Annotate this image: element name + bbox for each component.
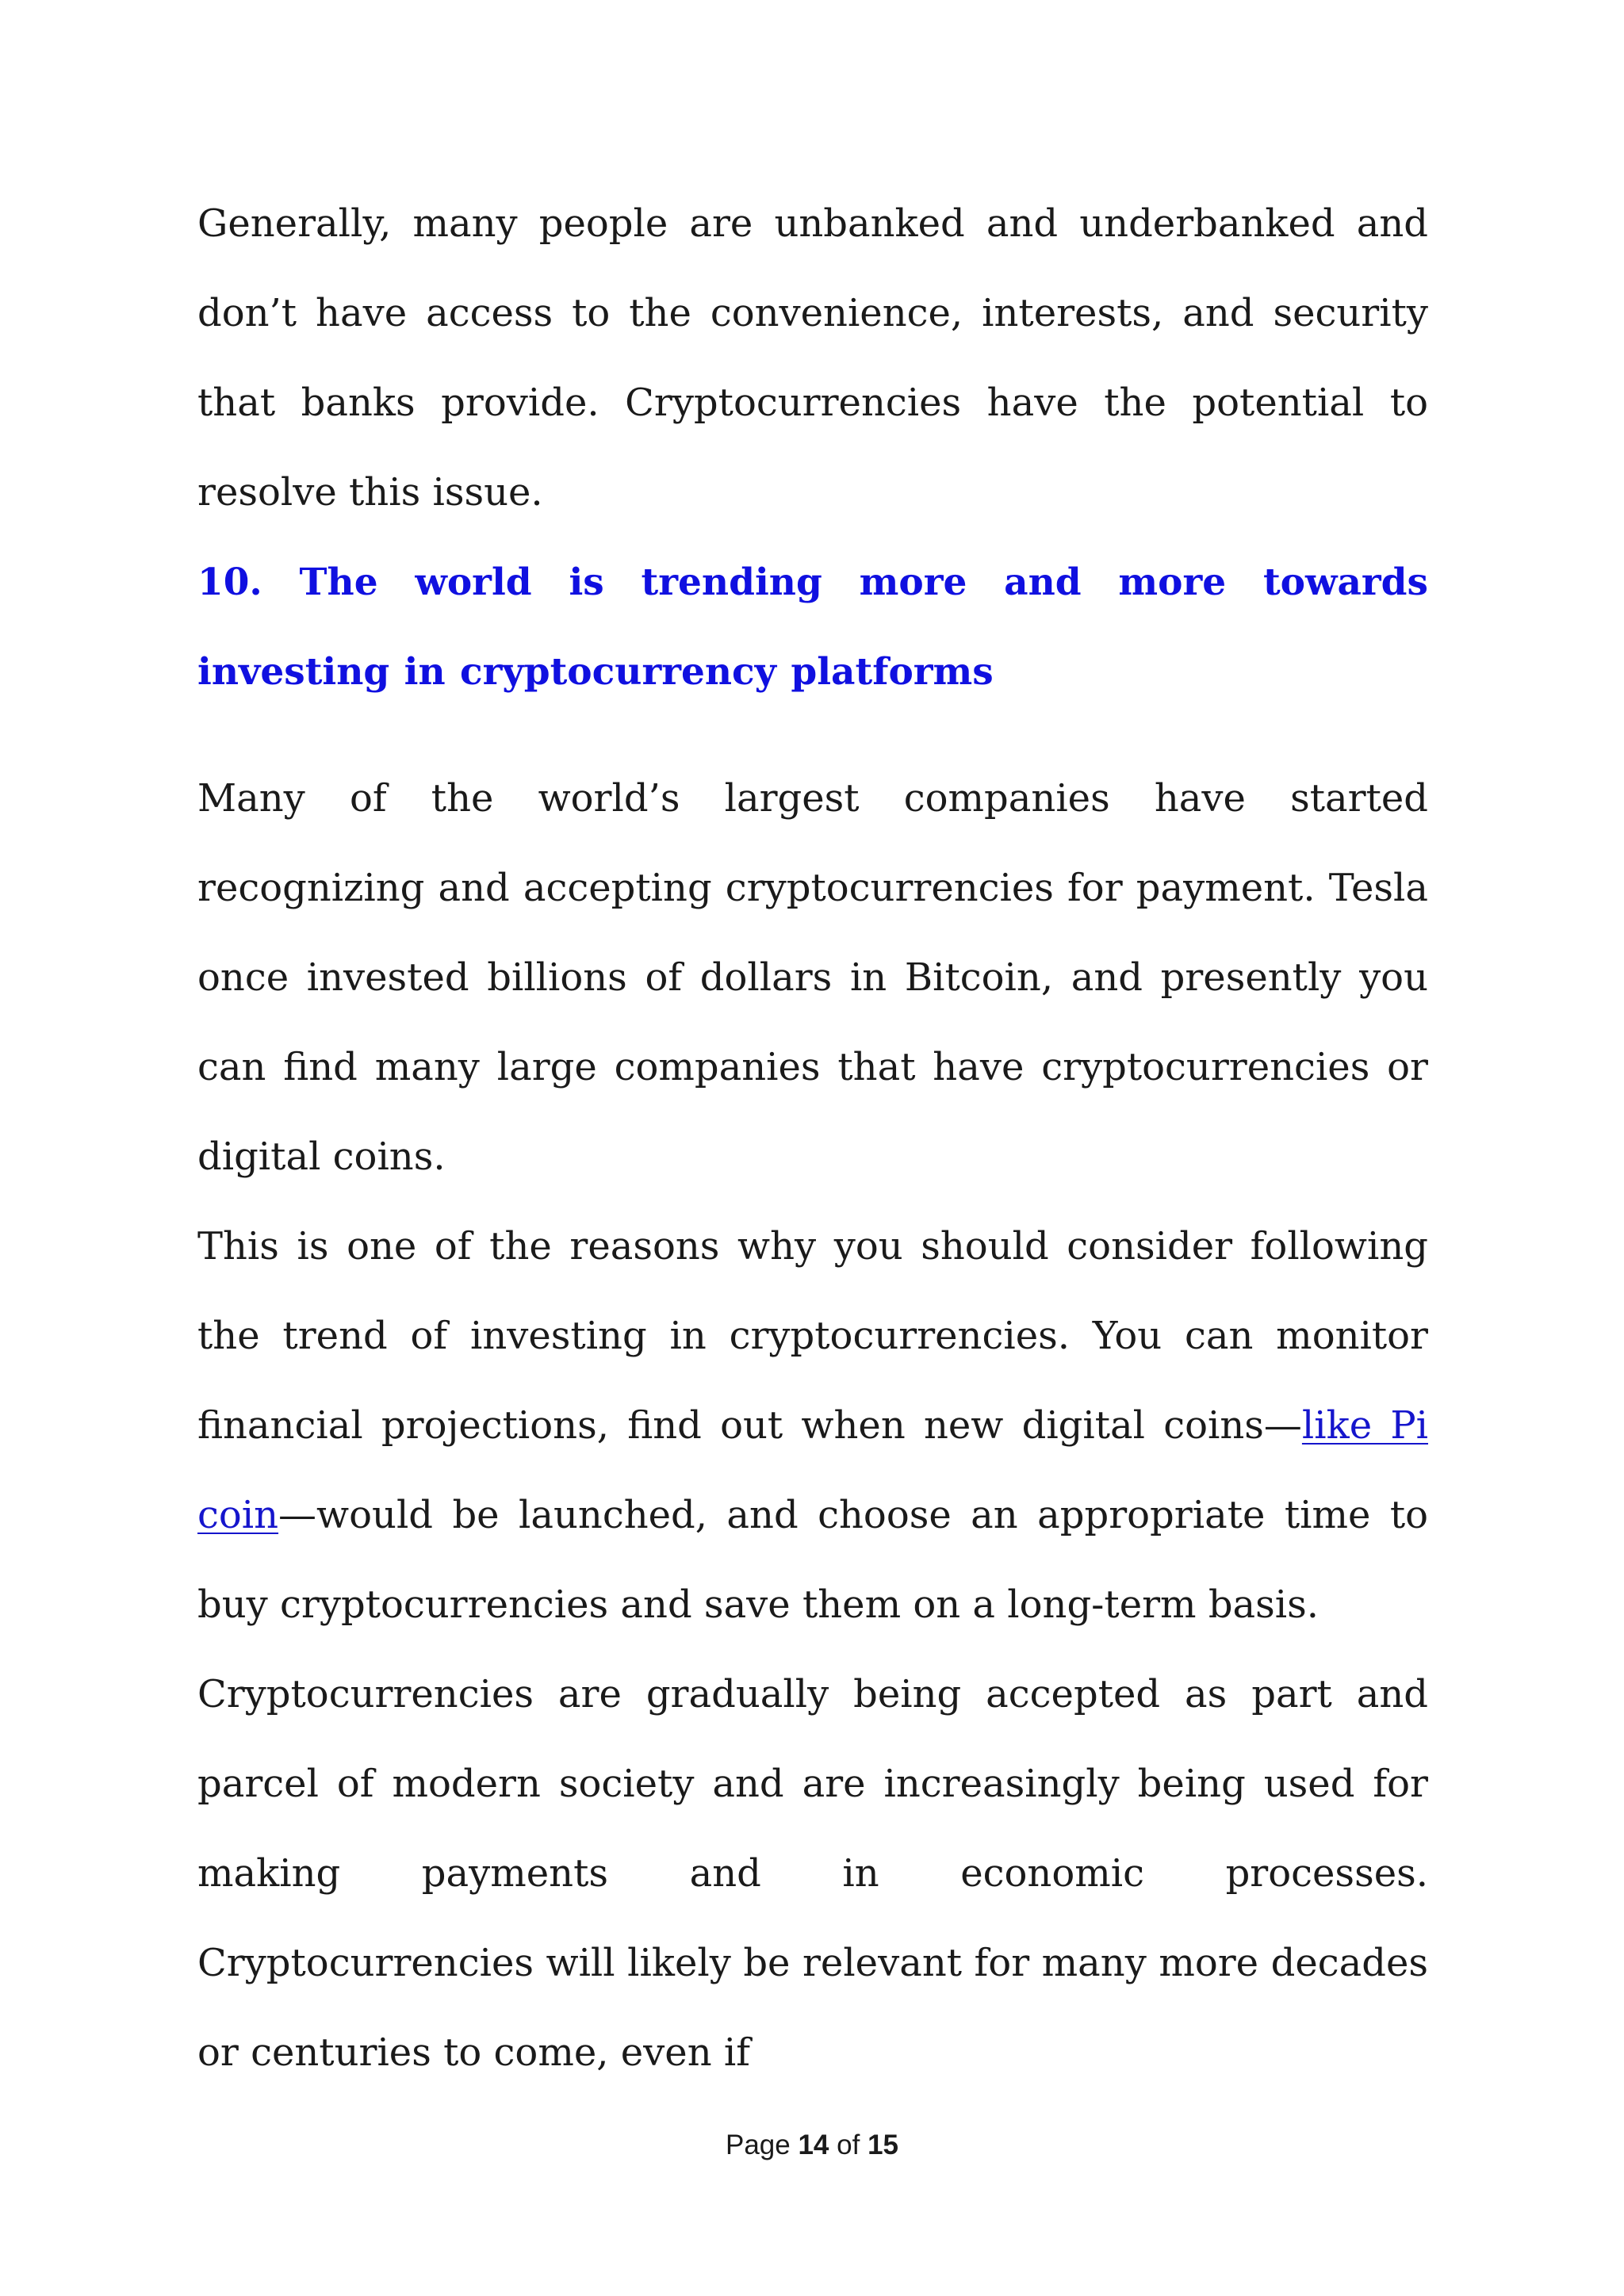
paragraph-companies: Many of the world’s largest companies have started recognizing and accepting cryptocurrencies for payment. Tesla once invested billions of dollars in Bitcoin, and presently you can find many large companies that have cryptocurrencies or digital coins.	[197, 776, 1428, 1179]
footer-total-pages: 15	[868, 2130, 899, 2160]
paragraph-trend-text-end: —would be launched, and choose an appropriate time to buy cryptocurrencies and save them on a long-term basis.	[197, 1493, 1428, 1627]
paragraph-unbanked: Generally, many people are unbanked and underbanked and don’t have access to the convenience, interests, and security that banks provide. Cryptocurrencies have the potential to resolve this issue.	[197, 201, 1428, 515]
pi-coin-link[interactable]: like Pi coin	[197, 1403, 1428, 1537]
footer-of-word: of	[837, 2130, 860, 2160]
section-heading: 10. The world is trending more and more towards investing in cryptocurrency platforms	[197, 561, 1428, 694]
paragraph-acceptance: Cryptocurrencies are gradually being accepted as part and parcel of modern society and are increasingly being used for making payments and in economic processes. Cryptocurrencies will likely be relevant for many more decades or centuries to come, even if	[197, 1672, 1428, 2075]
footer-current-page: 14	[798, 2130, 829, 2160]
paragraph-trend	[197, 1202, 1428, 1650]
footer-page-word: Page	[725, 2130, 791, 2160]
paragraph-trend-text-start: This is one of the reasons why you should consider following the trend of investing in cryptocurrencies. You can monitor financial projections, find out when new digital coins—	[197, 1224, 1428, 1448]
page-number-footer	[0, 2130, 1624, 2161]
page-content	[197, 179, 1428, 2098]
